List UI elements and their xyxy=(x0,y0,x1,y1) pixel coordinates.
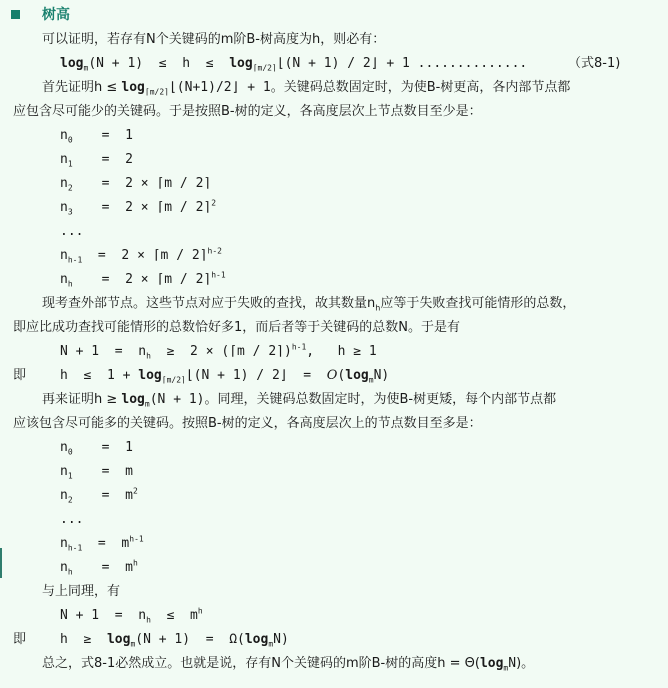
bullet-square-icon xyxy=(11,10,20,19)
paragraph-2b: 即应比成功查找可能情形的总数恰好多1，而后者等于关键码的总数N。于是有 xyxy=(13,320,460,335)
paragraph-1b: 应包含尽可能少的关键码。于是按照B-树的定义，各高度层次上节点数目至少是： xyxy=(13,104,482,119)
ji-label-1: 即 xyxy=(13,368,27,383)
max-count-n1: $n_1 = m$ xyxy=(60,464,133,481)
intro-text: 可以证明，若存有N个关键码的m阶B-树高度为h，则必有： xyxy=(42,32,386,47)
equation-upper-bound: $h \le 1 + \log_{⌈m/2⌉}⌊(N + 1)$ / 2⌋ = $O(\log_mN)$ xyxy=(60,368,390,385)
ellipsis-2: ... xyxy=(60,512,84,527)
equation-n-plus-1: $N + 1 = n_h \le m^h$ xyxy=(60,606,203,625)
max-count-n2: $n_2 = m^2$ xyxy=(60,486,138,505)
equation-8-1: $\log_m(N + 1) \le h$ ≤ $\log_{⌈m/2⌉}⌊(N + 1)$ / 2⌋ + 1 .............. xyxy=(60,56,528,73)
level-count-n2: $n_2 = 2$ × ⌈m / 2⌉ xyxy=(60,176,212,193)
section-heading: 树高 xyxy=(42,7,70,23)
paragraph-1a: 首先证明$h \le \log_{⌈m/2⌉}⌊(N+1)/2⌋ + 1$。关键码总数固定时，为使B-树更高，各内部节点都 xyxy=(42,80,571,97)
ji-label-2: 即 xyxy=(13,632,27,647)
paragraph-3a: 再来证明$h \ge \log_m(N + 1)$。同理，关键码总数固定时，为使B-树更矮，每个内部节点都 xyxy=(42,392,557,409)
equation-lower-bound: $h \ge \log_m(N + 1) = \Omega(\log_mN)$ xyxy=(60,632,289,649)
paragraph-4: 与上同理，有 xyxy=(42,584,121,599)
max-count-n0: $n_0 = 1$ xyxy=(60,440,133,457)
max-count-nh-1: $n_{h-1} = m^{h-1}$ xyxy=(60,534,144,553)
max-count-nh: $n_h = m^h$ xyxy=(60,558,138,577)
equation-external-nodes: $N + 1 = n_h \ge 2$ × (⌈m / 2⌉)$^{h-1}$, h ≥ 1 xyxy=(60,342,377,361)
level-count-n3: $n_3 = 2$ × ⌈m / 2⌉$^2$ xyxy=(60,198,217,217)
scroll-edge-marker xyxy=(0,548,2,578)
level-count-n0: $n_0 = 1$ xyxy=(60,128,133,145)
level-count-nh: $n_h = 2$ × ⌈m / 2⌉$^{h-1}$ xyxy=(60,270,226,289)
conclusion: 总之，式8-1必然成立。也就是说，存有N个关键码的m阶B-树的高度$h = \Theta(\log_mN)$。 xyxy=(42,656,535,673)
paragraph-3b: 应该包含尽可能多的关键码。按照B-树的定义，各高度层次上的节点数目至多是： xyxy=(13,416,482,431)
equation-label: （式8-1) xyxy=(568,56,621,71)
level-count-n1: $n_1 = 2$ xyxy=(60,152,133,169)
ellipsis: ... xyxy=(60,224,84,239)
level-count-nh-1: $n_{h-1} = 2$ × ⌈m / 2⌉$^{h-2}$ xyxy=(60,246,222,265)
paragraph-2a: 现考查外部节点。这些节点对应于失败的查找，故其数量$n_h$应等于失败查找可能情形的总数， xyxy=(42,296,576,313)
